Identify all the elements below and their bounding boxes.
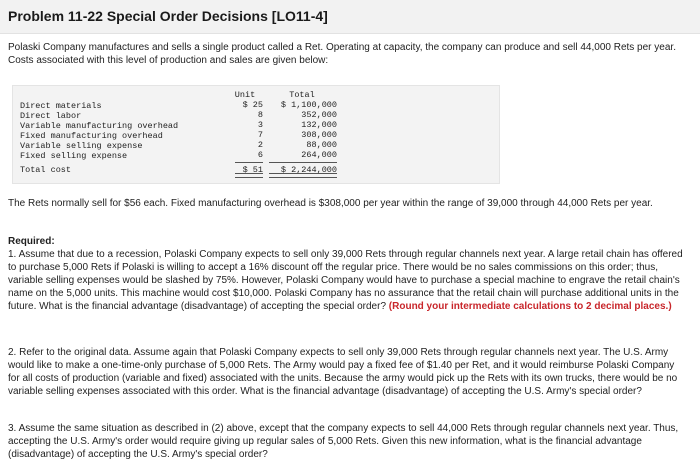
cost-row-label: Direct labor [20,111,82,121]
question-3: 3. Assume the same situation as described in (2) above, except that the company expects to sell 44,000 Rets through regular channels next year. Thus, accepting the U.S. Army's order would require giving up regular sales of 5,000 Rets. Given this new information, what is the financial advantage (disadvantage) of accepting the U.S. Army's special order? [8,423,679,460]
unit-value: 8 [257,110,263,120]
cost-labels [20,101,178,161]
price-paragraph: The Rets normally sell for $56 each. Fixed manufacturing overhead is $308,000 per year within the range of 39,000 through 44,000 Rets per year. [8,198,653,209]
total-cost-label: Total cost [20,165,72,175]
total-cost-unit: $ 51 [242,165,263,175]
cost-row-label: Variable selling expense [20,141,143,151]
unit-value: $ 25 [242,100,263,110]
total-value: 88,000 [306,140,337,150]
unit-sum-rule [235,162,263,163]
cost-table [12,85,500,184]
unit-value: 6 [257,150,263,160]
total-value: 308,000 [301,130,337,140]
required-heading: Required: [8,236,55,247]
intro-paragraph: Polaski Company manufactures and sells a single product called a Ret. Operating at capacity, the company can produce and sell 44,000 Rets per year. Costs associated with this level of production and sales are given below: [8,42,676,66]
question-1-text: 1. Assume that due to a recession, Polaski Company expects to sell only 39,000 Rets through regular channels next year. A large retail chain has offered to purchase 5,000 Rets if Polaski is willing to accept a 16% discount off the regular price. There would be no sales commissions on this order; thus, variable selling expenses would be slashed by 75%. However, Polaski Company would have to purchase a special machine to engrave the retail chain's name on the 5,000 units. This machine would cost $10,000. Polaski Company has no assurance that the retail chain will purchase additional units in the future. What is the financial advantage (disadvantage) of accepting the special order? [8,249,683,312]
cost-row-label: Fixed manufacturing overhead [20,131,163,141]
total-sum-rule [269,162,337,163]
unit-value: 2 [257,140,263,150]
rounding-note: (Round your intermediate calculations to 2 decimal places.) [388,301,672,312]
total-column [267,90,337,160]
total-header: Total [289,90,315,100]
cost-row-label: Direct materials [20,101,102,111]
cost-row-label: Fixed selling expense [20,151,128,161]
cost-row-label: Variable manufacturing overhead [20,121,179,131]
unit-value: 3 [257,120,263,130]
unit-header: Unit [234,90,256,100]
question-2: 2. Refer to the original data. Assume again that Polaski Company expects to sell only 39,000 Rets through regular channels next year. The U.S. Army would like to make a one-time-only purchase of 5,000 Rets. The Army would pay a fixed fee of $1.40 per Ret, and it would reimburse Polaski Company for all costs of production (variable and fixed) associated with the units. Because the army would pick up the Rets with its own trucks, there would be no variable selling expenses associated with this order. What is the financial advantage (disadvantage) of accepting the U.S. Army's special order? [8,347,678,397]
unit-column [227,90,263,160]
unit-value: 7 [257,130,263,140]
total-value: 264,000 [301,150,337,160]
total-double-rule [269,173,337,178]
total-cost-total: $ 2,244,000 [280,165,337,175]
total-value: 352,000 [301,110,337,120]
problem-header [0,0,700,34]
problem-title: Problem 11-22 Special Order Decisions [LO11-4] [8,8,328,24]
total-value: 132,000 [301,120,337,130]
total-value: $ 1,100,000 [280,100,337,110]
question-1 [8,248,688,313]
unit-double-rule [235,173,263,178]
